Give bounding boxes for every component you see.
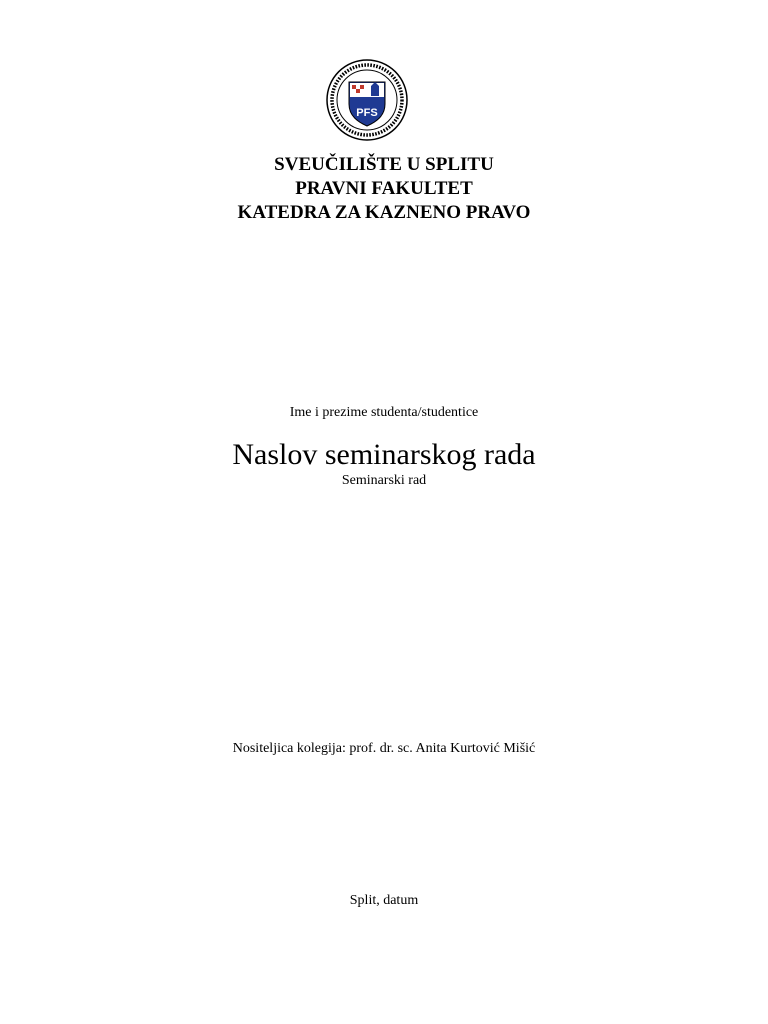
seal-icon bbox=[325, 58, 409, 142]
department-name: KATEDRA ZA KAZNENO PRAVO bbox=[237, 202, 531, 223]
faculty-name: PRAVNI FAKULTET bbox=[295, 178, 473, 199]
paper-title: Naslov seminarskog rada bbox=[232, 438, 536, 471]
course-mentor: Nositeljica kolegija: prof. dr. sc. Anita Kurtović Mišić bbox=[232, 741, 536, 756]
paper-subtitle: Seminarski rad bbox=[341, 473, 427, 488]
student-name-placeholder: Ime i prezime studenta/studentice bbox=[289, 405, 479, 420]
seal-shield-text: PFS bbox=[356, 107, 378, 119]
university-name: SVEUČILIŠTE U SPLITU bbox=[274, 154, 494, 175]
place-and-date: Split, datum bbox=[349, 893, 419, 908]
faculty-seal-logo bbox=[325, 58, 409, 142]
